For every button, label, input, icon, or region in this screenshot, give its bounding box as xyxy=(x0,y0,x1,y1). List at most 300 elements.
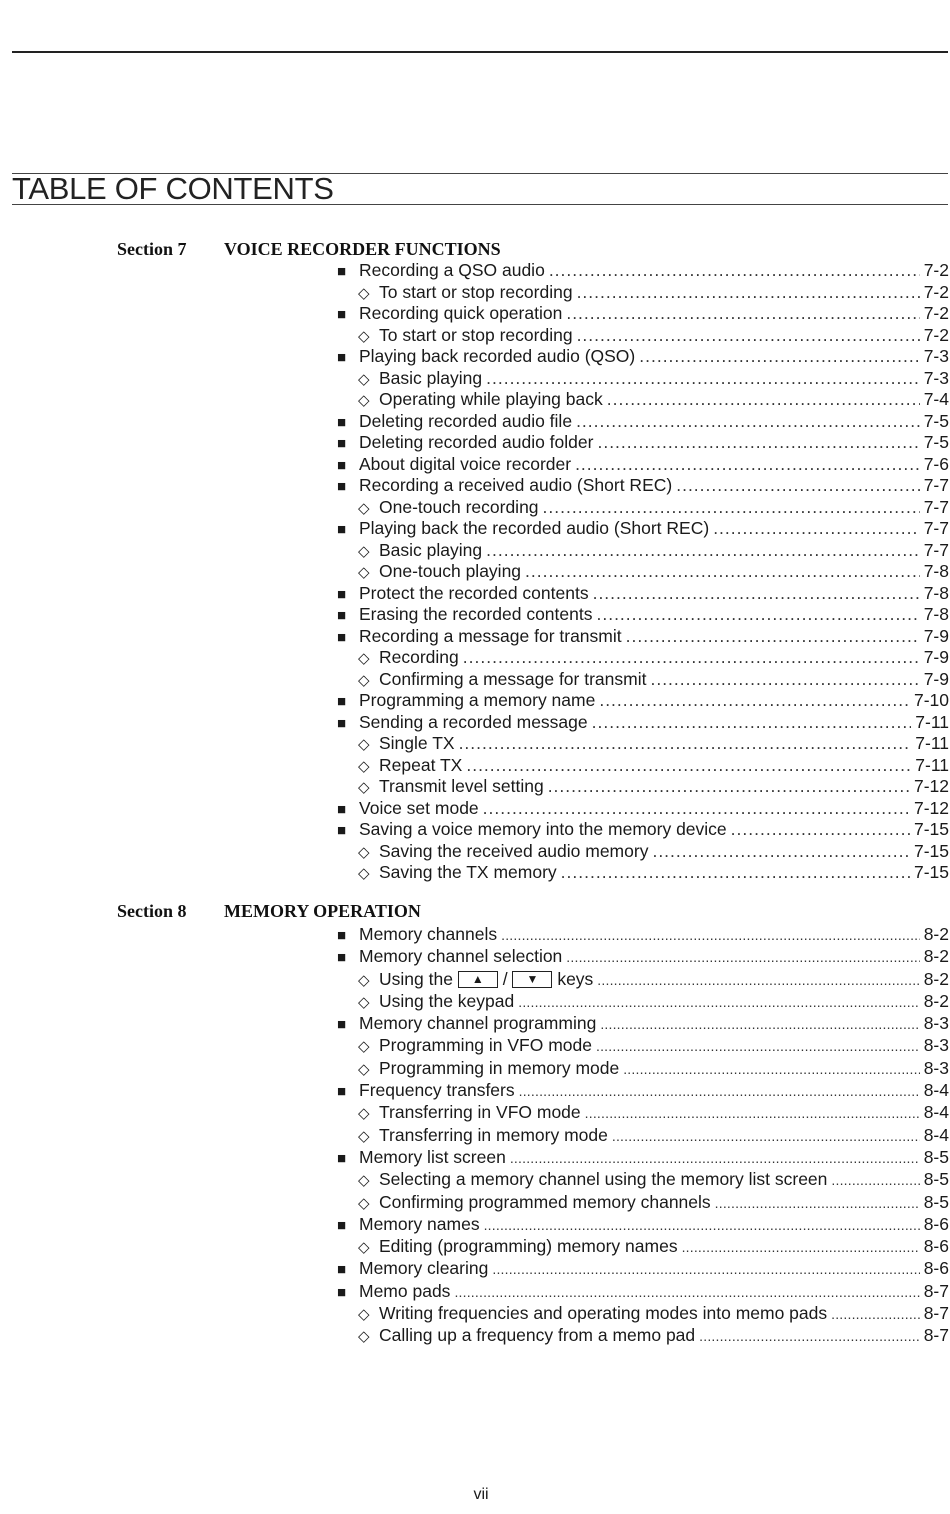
toc-entry-page: 8-2 xyxy=(923,924,949,944)
toc-entry-page: 7-4 xyxy=(923,389,949,409)
toc-entry-page: 7-7 xyxy=(923,518,949,538)
toc-entry-page: 7-3 xyxy=(923,367,949,388)
toc-entry-page: 7-10 xyxy=(913,690,949,710)
toc-entry-page: 8-3 xyxy=(923,1035,949,1056)
toc-entry xyxy=(337,1034,949,1056)
toc-entry-label xyxy=(379,1235,678,1257)
toc-entry-label xyxy=(379,755,462,777)
dot-leader xyxy=(549,260,920,282)
toc-entry-label xyxy=(379,968,593,990)
section-8-heading xyxy=(117,901,421,921)
toc-entry-text: Editing (programming) memory names xyxy=(379,1236,678,1257)
square-bullet-icon: ■ xyxy=(337,607,347,624)
toc-entry-text: Deleting recorded audio file xyxy=(359,410,573,431)
square-bullet-icon: ■ xyxy=(337,435,347,452)
toc-entry-label xyxy=(359,604,592,626)
diamond-bullet-icon: ◇ xyxy=(358,1194,370,1212)
dot-leader xyxy=(466,755,911,777)
dot-leader xyxy=(596,1034,920,1057)
toc-entry-text: Voice set mode xyxy=(359,797,479,818)
toc-entry xyxy=(337,368,949,390)
diamond-bullet-icon: ◇ xyxy=(358,1105,370,1123)
toc-entry-text: Operating while playing back xyxy=(379,389,603,409)
dot-leader xyxy=(715,1191,920,1214)
toc-entry-label xyxy=(359,303,562,325)
diamond-bullet-icon: ◇ xyxy=(358,1306,370,1324)
diamond-bullet-icon: ◇ xyxy=(358,1060,370,1078)
toc-entry-text: Memory channels xyxy=(359,924,498,944)
dot-leader xyxy=(699,1324,920,1347)
toc-entry-label xyxy=(379,540,482,562)
toc-entry xyxy=(337,454,949,476)
toc-entry-page: 8-4 xyxy=(923,1080,949,1101)
toc-entry xyxy=(337,945,949,967)
dot-leader xyxy=(612,1124,920,1147)
square-bullet-icon: ■ xyxy=(337,413,347,431)
dot-leader xyxy=(518,990,919,1013)
toc-entry-text: Transferring in VFO mode xyxy=(379,1102,581,1123)
square-bullet-icon: ■ xyxy=(337,521,347,538)
toc-entry-text: Programming in memory mode xyxy=(379,1057,620,1078)
diamond-bullet-icon: ◇ xyxy=(358,499,370,517)
dot-leader xyxy=(486,368,920,390)
square-bullet-icon: ■ xyxy=(337,1283,347,1301)
toc-entry-label xyxy=(359,411,572,433)
diamond-bullet-icon: ◇ xyxy=(358,779,370,796)
toc-entry-text: To start or stop recording xyxy=(379,281,573,302)
toc-entry-text: Recording xyxy=(379,647,459,667)
toc-entry-label xyxy=(379,1057,619,1079)
toc-entry xyxy=(337,1257,949,1279)
toc-entry-page: 7-8 xyxy=(923,582,949,603)
diamond-bullet-icon: ◇ xyxy=(358,564,370,581)
toc-entry-page: 7-7 xyxy=(923,475,949,495)
toc-entry-page: 7-12 xyxy=(913,776,949,796)
toc-entry-page: 7-9 xyxy=(923,647,949,667)
dot-leader xyxy=(593,583,920,605)
toc-entry xyxy=(337,432,949,454)
toc-entry-text-after: keys xyxy=(557,968,594,989)
toc-entry-label xyxy=(359,583,589,605)
toc-entry xyxy=(337,1146,949,1168)
dot-leader xyxy=(577,282,920,304)
toc-entry-page: 8-4 xyxy=(923,1102,949,1123)
toc-entry-label xyxy=(379,282,573,304)
toc-entry-page: 7-11 xyxy=(915,754,949,775)
toc-entry-page: 7-9 xyxy=(923,668,949,689)
dot-leader xyxy=(463,647,920,669)
dot-leader xyxy=(623,1057,919,1080)
dot-leader xyxy=(652,841,910,863)
toc-entry-text: One-touch playing xyxy=(379,561,522,581)
dot-leader xyxy=(831,1302,920,1325)
dot-leader xyxy=(576,411,920,433)
toc-entry-label xyxy=(379,733,455,755)
section-8-title: MEMORY OPERATION xyxy=(224,901,421,921)
diamond-bullet-icon: ◇ xyxy=(358,1038,370,1056)
toc-entry-label xyxy=(359,260,545,282)
toc-entry-page: 8-5 xyxy=(923,1191,949,1212)
toc-entry-text: Recording a message for transmit xyxy=(359,625,622,646)
toc-entry-page: 8-2 xyxy=(923,968,949,989)
toc-entry-label xyxy=(359,518,709,540)
square-bullet-icon: ■ xyxy=(337,349,347,366)
toc-entry-label xyxy=(359,945,562,967)
diamond-bullet-icon: ◇ xyxy=(358,671,370,689)
toc-entry-page: 8-5 xyxy=(923,1146,949,1167)
toc-entry-text: To start or stop recording xyxy=(379,324,573,345)
dot-leader xyxy=(486,540,920,562)
toc-entry-page: 8-4 xyxy=(923,1124,949,1145)
toc-entry-text: Saving the received audio memory xyxy=(379,840,649,861)
toc-entry-page: 8-2 xyxy=(923,946,949,967)
toc-entry-text: One-touch recording xyxy=(379,496,539,517)
page-title: TABLE OF CONTENTS xyxy=(12,173,948,205)
top-rule xyxy=(12,51,948,53)
toc-entry-text: Memory clearing xyxy=(359,1258,489,1279)
diamond-bullet-icon: ◇ xyxy=(358,736,370,753)
dot-leader xyxy=(454,1280,919,1303)
diamond-bullet-icon: ◇ xyxy=(358,993,370,1011)
square-bullet-icon: ■ xyxy=(337,628,347,646)
dot-leader xyxy=(543,497,920,519)
toc-entry xyxy=(337,260,949,282)
toc-entry-text: Repeat TX xyxy=(379,754,463,775)
toc-entry-page: 7-8 xyxy=(923,561,949,581)
toc-entry xyxy=(337,1191,949,1213)
toc-entry xyxy=(337,325,949,347)
toc-entry-text: Confirming programmed memory channels xyxy=(379,1191,711,1212)
toc-entry-label xyxy=(359,798,479,820)
toc-entry-page: 8-7 xyxy=(923,1325,949,1346)
toc-entry-text: Calling up a frequency from a memo pad xyxy=(379,1325,696,1346)
up-key-icon: ▲ xyxy=(458,971,498,988)
section-7-title: VOICE RECORDER FUNCTIONS xyxy=(224,239,501,259)
toc-entry-text: Transmit level setting xyxy=(379,776,544,796)
dot-leader xyxy=(577,325,920,347)
toc-entry xyxy=(337,712,949,734)
toc-entry xyxy=(337,968,949,990)
toc-entry xyxy=(337,346,949,368)
toc-entry-text: Playing back the recorded audio (Short REC) xyxy=(359,518,710,538)
dot-leader xyxy=(575,454,920,476)
toc-entry xyxy=(337,1057,949,1079)
dot-leader xyxy=(650,669,919,691)
toc-entry-label xyxy=(359,712,588,734)
toc-entry-label xyxy=(359,923,497,945)
toc-entry-page: 7-2 xyxy=(923,260,949,280)
toc-entry-text: Memory channel programming xyxy=(359,1013,597,1034)
toc-entry xyxy=(337,733,949,755)
dot-leader xyxy=(626,626,920,648)
dot-leader xyxy=(597,432,919,454)
toc-entry-label xyxy=(359,1257,488,1279)
dot-leader xyxy=(525,561,920,583)
toc-entry-page: 7-7 xyxy=(923,496,949,517)
toc-entry xyxy=(337,1213,949,1235)
toc-entry xyxy=(337,561,949,583)
toc-entry xyxy=(337,669,949,691)
dot-leader xyxy=(483,798,910,820)
toc-entry-text: Sending a recorded message xyxy=(359,711,588,732)
section-7-entries xyxy=(337,260,949,884)
dot-leader xyxy=(599,690,910,712)
toc-entry xyxy=(337,647,949,669)
toc-entry xyxy=(337,518,949,540)
dot-leader xyxy=(566,303,919,325)
toc-entry-label xyxy=(359,626,622,648)
toc-entry xyxy=(337,862,949,884)
toc-entry-text: Memory names xyxy=(359,1213,480,1234)
toc-entry xyxy=(337,497,949,519)
toc-entry xyxy=(337,1168,949,1190)
diamond-bullet-icon: ◇ xyxy=(358,843,370,861)
dot-leader xyxy=(682,1235,920,1258)
toc-entry-page: 7-8 xyxy=(923,604,949,624)
toc-entry-text: Recording a received audio (Short REC) xyxy=(359,475,673,495)
toc-entry-text: Protect the recorded contents xyxy=(359,582,589,603)
dot-leader xyxy=(459,733,912,755)
dot-leader xyxy=(585,1101,920,1124)
square-bullet-icon: ■ xyxy=(337,1149,347,1167)
page-number: vii xyxy=(473,1486,489,1503)
section-8-number: Section 8 xyxy=(117,901,187,921)
toc-entry-page: 7-15 xyxy=(913,840,949,861)
toc-entry-label xyxy=(379,862,557,884)
square-bullet-icon: ■ xyxy=(337,1216,347,1234)
toc-entry-page: 8-3 xyxy=(923,1057,949,1078)
toc-entry-text: Frequency transfers xyxy=(359,1080,515,1101)
toc-entry-label xyxy=(379,1034,592,1056)
toc-entry-page: 8-2 xyxy=(923,990,949,1011)
square-bullet-icon: ■ xyxy=(337,800,347,818)
dot-leader xyxy=(713,518,920,540)
toc-entry-label xyxy=(359,1012,596,1034)
toc-entry-text: Recording a QSO audio xyxy=(359,260,545,280)
square-bullet-icon: ■ xyxy=(337,949,347,967)
toc-entry xyxy=(337,303,949,325)
toc-entry xyxy=(337,690,949,712)
toc-entry-page: 7-11 xyxy=(915,711,949,732)
toc-entry-label xyxy=(379,561,521,583)
toc-entry-page: 8-7 xyxy=(923,1280,949,1301)
square-bullet-icon: ■ xyxy=(337,306,347,323)
toc-entry-text: Using the xyxy=(379,968,453,989)
toc-entry-text: Selecting a memory channel using the memory list screen xyxy=(379,1169,828,1190)
dot-leader xyxy=(596,604,919,626)
toc-entry xyxy=(337,776,949,798)
toc-entry-label xyxy=(379,776,544,798)
toc-entry-label xyxy=(379,368,482,390)
toc-entry xyxy=(337,1235,949,1257)
section-7-number: Section 7 xyxy=(117,239,187,259)
square-bullet-icon: ■ xyxy=(337,585,347,603)
diamond-bullet-icon: ◇ xyxy=(358,1239,370,1257)
square-bullet-icon: ■ xyxy=(337,822,347,839)
toc-entry-page: 7-2 xyxy=(923,303,949,323)
toc-entry xyxy=(337,1280,949,1302)
square-bullet-icon: ■ xyxy=(337,478,347,495)
toc-entry xyxy=(337,1124,949,1146)
toc-entry-page: 7-3 xyxy=(923,346,949,366)
toc-entry-label xyxy=(379,1302,827,1324)
toc-entry-page: 8-7 xyxy=(923,1303,949,1324)
square-bullet-icon: ■ xyxy=(337,927,347,944)
toc-entry-text: Saving a voice memory into the memory device xyxy=(359,819,727,839)
dot-leader xyxy=(607,389,920,411)
toc-entry-page: 7-5 xyxy=(923,432,949,452)
toc-entry-page: 7-15 xyxy=(913,862,949,882)
toc-entry-label xyxy=(379,497,539,519)
square-bullet-icon: ■ xyxy=(337,263,347,280)
toc-entry-text: Saving the TX memory xyxy=(379,862,557,882)
toc-entry-label xyxy=(359,819,727,841)
toc-entry-label xyxy=(359,475,672,497)
toc-entry xyxy=(337,798,949,820)
diamond-bullet-icon: ◇ xyxy=(358,650,370,667)
toc-entry xyxy=(337,411,949,433)
diamond-bullet-icon: ◇ xyxy=(358,284,370,302)
toc-entry-label xyxy=(379,1124,608,1146)
square-bullet-icon: ■ xyxy=(337,714,347,732)
square-bullet-icon: ■ xyxy=(337,1083,347,1101)
toc-entry-page: 7-2 xyxy=(923,281,949,302)
toc-entry-text: Basic playing xyxy=(379,539,483,560)
toc-entry-text: Playing back recorded audio (QSO) xyxy=(359,346,636,366)
toc-entry-page: 8-6 xyxy=(923,1258,949,1279)
toc-entry-label xyxy=(379,1324,695,1346)
toc-entry xyxy=(337,282,949,304)
toc-entry-label xyxy=(379,841,648,863)
toc-entry xyxy=(337,841,949,863)
dot-leader xyxy=(566,945,919,968)
toc-entry-text: Memo pads xyxy=(359,1280,451,1301)
toc-entry-text: Writing frequencies and operating modes into memo pads xyxy=(379,1303,828,1324)
toc-entry xyxy=(337,1012,949,1034)
toc-entry-label xyxy=(359,1146,506,1168)
toc-entry-page: 7-11 xyxy=(915,733,949,753)
toc-entry xyxy=(337,1101,949,1123)
toc-entry-text: Erasing the recorded contents xyxy=(359,604,593,624)
toc-entry xyxy=(337,819,949,841)
toc-entry-label xyxy=(379,1168,827,1190)
diamond-bullet-icon: ◇ xyxy=(358,370,370,388)
toc-entry-text: Single TX xyxy=(379,733,455,753)
dot-leader xyxy=(484,1213,920,1236)
toc-entry-page: 7-7 xyxy=(923,539,949,560)
toc-entry-text: Memory channel selection xyxy=(359,946,563,967)
section-8-entries xyxy=(337,923,949,1347)
toc-entry-text: Deleting recorded audio folder xyxy=(359,432,594,452)
toc-entry-text: About digital voice recorder xyxy=(359,453,572,474)
toc-entry-text: Using the keypad xyxy=(379,990,515,1011)
dot-leader xyxy=(831,1168,919,1191)
toc-entry-label xyxy=(379,325,573,347)
dot-leader xyxy=(731,819,910,841)
toc-entry xyxy=(337,540,949,562)
square-bullet-icon: ■ xyxy=(337,456,347,474)
toc-entry-page: 7-2 xyxy=(923,324,949,345)
toc-entry-page: 7-6 xyxy=(923,453,949,474)
toc-entry-page: 8-6 xyxy=(923,1213,949,1234)
toc-entry-text: Transferring in memory mode xyxy=(379,1124,608,1145)
toc-entry xyxy=(337,755,949,777)
diamond-bullet-icon: ◇ xyxy=(358,971,370,989)
toc-entry-label xyxy=(379,1101,581,1123)
key-separator: / xyxy=(502,968,508,989)
toc-entry-page: 7-12 xyxy=(913,797,949,818)
toc-entry xyxy=(337,475,949,497)
toc-entry-text: Confirming a message for transmit xyxy=(379,668,647,689)
toc-entry-page: 8-5 xyxy=(923,1169,949,1190)
toc-entry xyxy=(337,583,949,605)
toc-entry-label xyxy=(379,669,646,691)
toc-entry xyxy=(337,1302,949,1324)
square-bullet-icon: ■ xyxy=(337,1261,347,1279)
dot-leader xyxy=(676,475,919,497)
toc-entry-label xyxy=(359,1280,450,1302)
toc-entry-label xyxy=(379,389,603,411)
toc-entry-page: 7-9 xyxy=(923,625,949,646)
toc-entry-label xyxy=(379,990,514,1012)
diamond-bullet-icon: ◇ xyxy=(358,1328,370,1346)
toc-entry-text: Programming in VFO mode xyxy=(379,1035,592,1056)
square-bullet-icon: ■ xyxy=(337,1016,347,1034)
down-key-icon: ▼ xyxy=(512,971,552,988)
dot-leader xyxy=(639,346,919,368)
toc-entry xyxy=(337,1324,949,1346)
square-bullet-icon: ■ xyxy=(337,693,347,710)
toc-entry xyxy=(337,990,949,1012)
dot-leader xyxy=(519,1079,920,1102)
toc-entry-page: 8-3 xyxy=(923,1013,949,1034)
dot-leader xyxy=(548,776,910,798)
diamond-bullet-icon: ◇ xyxy=(358,865,370,882)
toc-entry-label xyxy=(359,1213,480,1235)
toc-entry-label xyxy=(359,432,593,454)
toc-entry-page: 7-15 xyxy=(913,819,949,839)
dot-leader xyxy=(561,862,910,884)
diamond-bullet-icon: ◇ xyxy=(358,1127,370,1145)
toc-entry xyxy=(337,923,949,945)
toc-entry-label xyxy=(359,454,571,476)
diamond-bullet-icon: ◇ xyxy=(358,1172,370,1190)
diamond-bullet-icon: ◇ xyxy=(358,392,370,409)
toc-entry-label xyxy=(359,690,595,712)
toc-entry-label xyxy=(359,1079,515,1101)
dot-leader xyxy=(501,923,920,946)
toc-entry xyxy=(337,389,949,411)
toc-entry-page: 7-5 xyxy=(923,410,949,431)
dot-leader xyxy=(510,1146,920,1169)
diamond-bullet-icon: ◇ xyxy=(358,757,370,775)
dot-leader xyxy=(592,712,912,734)
section-7-heading xyxy=(117,239,501,259)
dot-leader xyxy=(492,1257,919,1280)
toc-entry-text: Memory list screen xyxy=(359,1146,506,1167)
diamond-bullet-icon: ◇ xyxy=(358,542,370,560)
diamond-bullet-icon: ◇ xyxy=(358,327,370,345)
toc-entry xyxy=(337,604,949,626)
toc-entry xyxy=(337,626,949,648)
toc-entry-label xyxy=(379,647,459,669)
toc-entry-text: Basic playing xyxy=(379,367,483,388)
toc-entry-label xyxy=(379,1191,711,1213)
dot-leader xyxy=(597,968,919,991)
toc-entry-label xyxy=(359,346,635,368)
dot-leader xyxy=(600,1012,919,1035)
toc-entry-page: 8-6 xyxy=(923,1236,949,1257)
